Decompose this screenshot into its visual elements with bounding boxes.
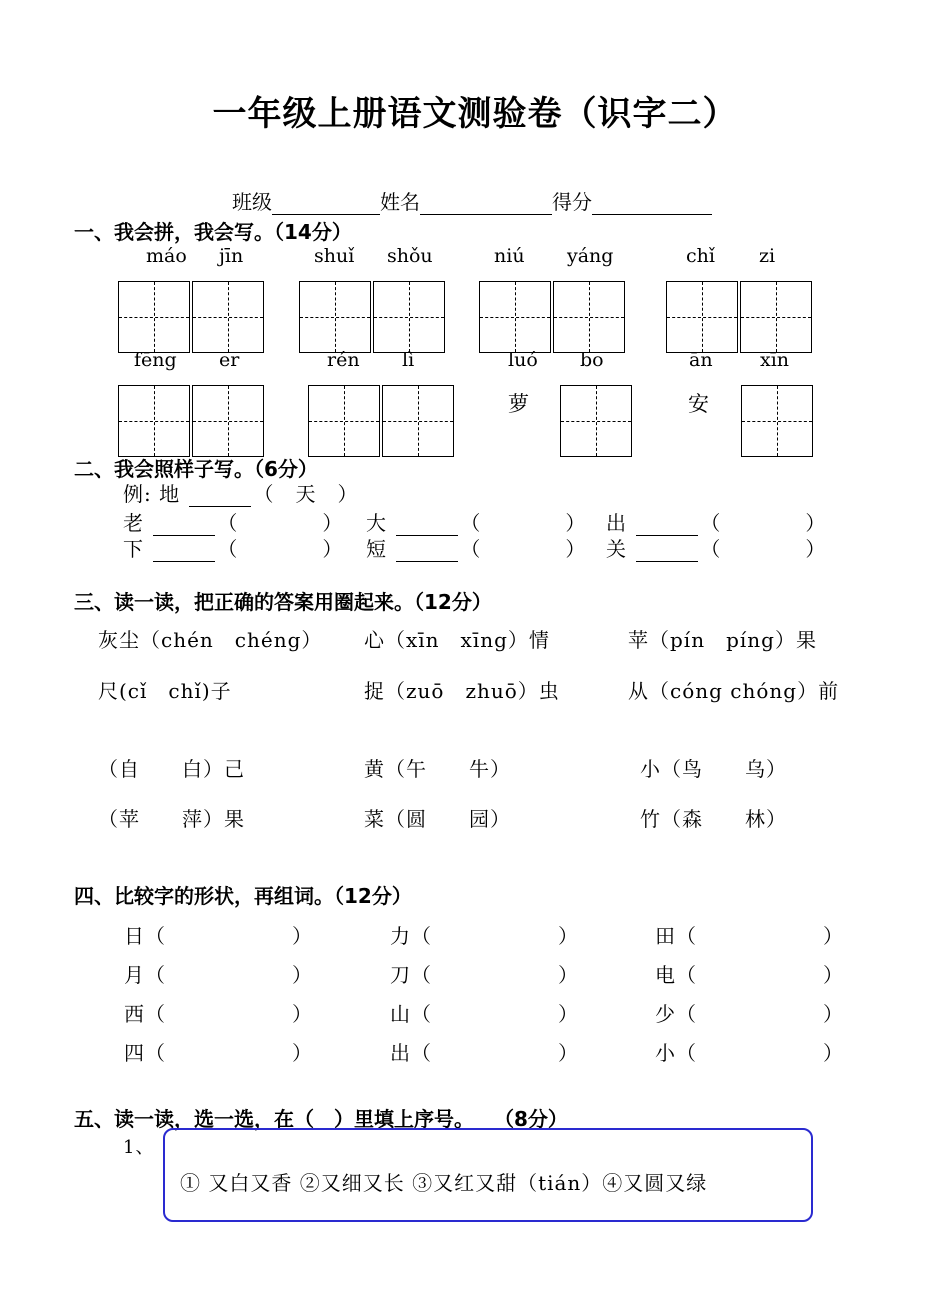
word-char: 田: [655, 924, 676, 948]
word-char: 月: [124, 963, 145, 987]
word-char: 日: [124, 924, 145, 948]
word-char: 山: [390, 1002, 411, 1026]
pinyin: xīn: [760, 349, 790, 371]
section-1-heading: 一、我会拼，我会写。（14分）: [74, 220, 352, 244]
prompt-char: 下: [123, 537, 144, 561]
pinyin: máo: [146, 245, 187, 267]
pinyin: luó: [508, 349, 538, 371]
example-char: 地: [159, 482, 181, 506]
score-label: 得分: [552, 190, 592, 214]
pinyin: lì: [402, 349, 415, 371]
answer-blank[interactable]: [396, 541, 458, 562]
pinyin: chǐ: [686, 245, 715, 267]
page-title: 一年级上册语文测验卷（识字二）: [212, 94, 738, 134]
item-number: 1、: [123, 1137, 155, 1158]
word-char: 出: [390, 1041, 411, 1065]
writing-grid[interactable]: [299, 281, 371, 353]
example-row: 例: 地 （ 天 ）: [123, 482, 359, 506]
exercise-row: 关 （ ）: [606, 537, 827, 561]
writing-grid[interactable]: [382, 385, 454, 457]
writing-grid[interactable]: [118, 385, 190, 457]
given-char: 安: [688, 392, 710, 416]
prompt-char: 关: [606, 537, 627, 561]
pinyin: er: [219, 349, 240, 371]
info-line: [232, 186, 712, 215]
choice-item[interactable]: 苹（pín píng）果: [628, 628, 817, 652]
pinyin: ān: [689, 349, 713, 371]
choice-item[interactable]: 竹（森 林）: [640, 807, 787, 831]
choice-item[interactable]: 黄（午 牛）: [364, 757, 511, 781]
score-field[interactable]: [592, 192, 712, 215]
prompt-char: 老: [123, 511, 144, 535]
writing-grid[interactable]: [308, 385, 380, 457]
section-2-heading: 二、我会照样子写。（6分）: [74, 457, 318, 481]
writing-grid[interactable]: [560, 385, 632, 457]
writing-grid[interactable]: [118, 281, 190, 353]
word-item[interactable]: 出（ ）: [390, 1041, 579, 1065]
word-item[interactable]: 力（ ）: [390, 924, 579, 948]
pinyin: jīn: [219, 245, 244, 267]
name-field[interactable]: [420, 192, 552, 215]
word-item[interactable]: 西（ ）: [124, 1002, 313, 1026]
writing-grid[interactable]: [192, 385, 264, 457]
word-char: 西: [124, 1002, 145, 1026]
choice-item[interactable]: 小（鸟 乌）: [640, 757, 787, 781]
class-field[interactable]: [272, 192, 380, 215]
choice-item[interactable]: （苹 萍）果: [98, 807, 245, 831]
options-text: ① 又白又香 ②又细又长 ③又红又甜（tián）④又圆又绿: [180, 1171, 708, 1195]
example-answer: 天: [295, 482, 317, 506]
word-char: 刀: [390, 963, 411, 987]
pinyin: shǒu: [387, 245, 433, 267]
choice-item[interactable]: 从（cóng chóng）前: [628, 679, 840, 703]
answer-blank: [189, 486, 251, 507]
exercise-row: 出 （ ）: [606, 511, 827, 535]
exercise-row: 老 （ ）: [123, 511, 344, 535]
word-item[interactable]: 电（ ）: [655, 963, 844, 987]
pinyin: fēng: [134, 349, 177, 371]
prompt-char: 大: [366, 511, 387, 535]
word-item[interactable]: 四（ ）: [124, 1041, 313, 1065]
name-label: 姓名: [380, 190, 420, 214]
answer-blank[interactable]: [153, 541, 215, 562]
given-char: 萝: [508, 392, 530, 416]
pinyin: zi: [759, 245, 776, 267]
writing-grid[interactable]: [741, 385, 813, 457]
pinyin: niú: [494, 245, 525, 267]
writing-grid[interactable]: [479, 281, 551, 353]
writing-grid[interactable]: [192, 281, 264, 353]
class-label: 班级: [232, 190, 272, 214]
choice-item[interactable]: 心（xīn xīng）情: [364, 628, 550, 652]
word-item[interactable]: 少（ ）: [655, 1002, 844, 1026]
prompt-char: 出: [606, 511, 627, 535]
word-item[interactable]: 山（ ）: [390, 1002, 579, 1026]
word-item[interactable]: 日（ ）: [124, 924, 313, 948]
pinyin: bo: [580, 349, 604, 371]
pinyin: rén: [327, 349, 360, 371]
word-item[interactable]: 刀（ ）: [390, 963, 579, 987]
choice-item[interactable]: 灰尘（chén chéng）: [98, 628, 323, 652]
choice-item[interactable]: 捉（zuō zhuō）虫: [364, 679, 560, 703]
exercise-row: 下 （ ）: [123, 537, 344, 561]
pinyin: yáng: [567, 245, 614, 267]
exercise-row: 短 （ ）: [366, 537, 587, 561]
example-label: 例:: [123, 482, 152, 506]
writing-grid[interactable]: [740, 281, 812, 353]
choice-item[interactable]: 菜（圆 园）: [364, 807, 511, 831]
word-char: 少: [655, 1002, 676, 1026]
word-item[interactable]: 小（ ）: [655, 1041, 844, 1065]
answer-blank[interactable]: [636, 541, 698, 562]
word-item[interactable]: 田（ ）: [655, 924, 844, 948]
choice-item[interactable]: 尺(cǐ chǐ)子: [98, 679, 232, 703]
word-char: 四: [124, 1041, 145, 1065]
pinyin: shuǐ: [314, 245, 355, 267]
word-char: 力: [390, 924, 411, 948]
section-3-heading: 三、读一读，把正确的答案用圈起来。（12分）: [74, 590, 492, 614]
word-char: 电: [655, 963, 676, 987]
writing-grid[interactable]: [553, 281, 625, 353]
writing-grid[interactable]: [373, 281, 445, 353]
section-5-heading: 五、读一读，选一选，在（ ）里填上序号。 （8分）: [74, 1107, 568, 1131]
prompt-char: 短: [366, 537, 387, 561]
writing-grid[interactable]: [666, 281, 738, 353]
exercise-row: 大 （ ）: [366, 511, 587, 535]
word-item[interactable]: 月（ ）: [124, 963, 313, 987]
section-4-heading: 四、比较字的形状，再组词。（12分）: [74, 884, 412, 908]
word-char: 小: [655, 1041, 676, 1065]
choice-item[interactable]: （自 白）己: [98, 757, 245, 781]
